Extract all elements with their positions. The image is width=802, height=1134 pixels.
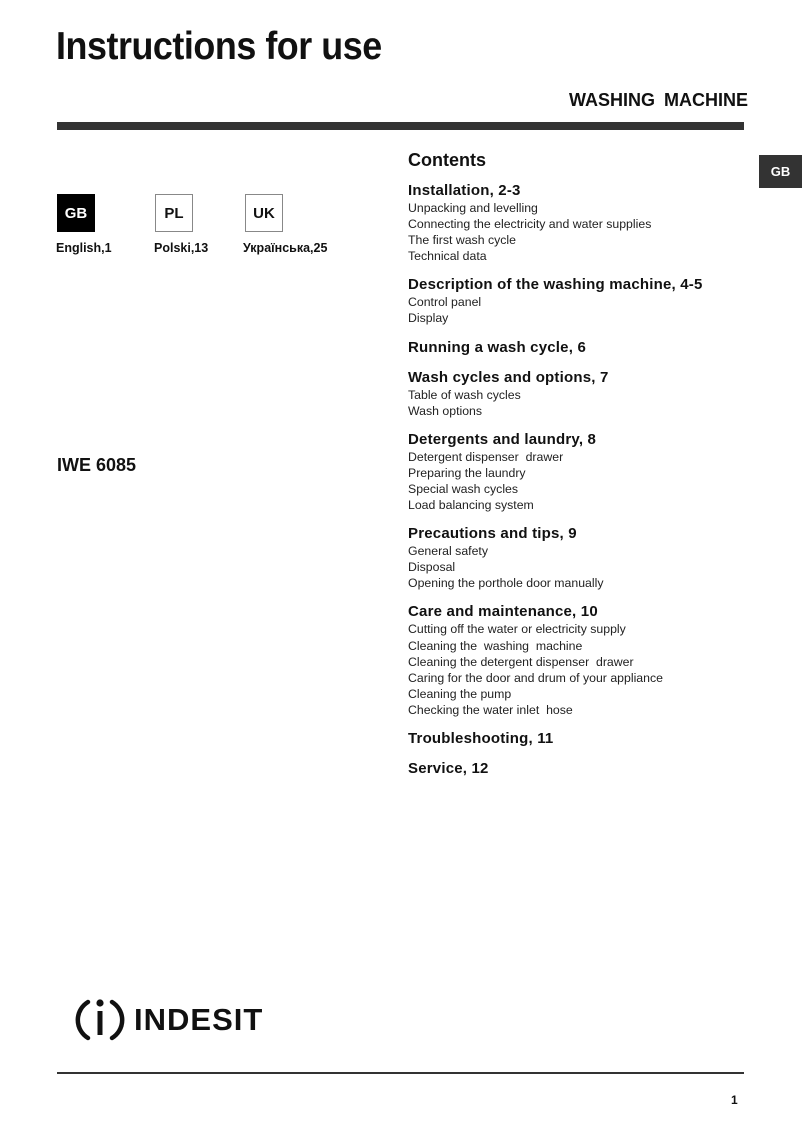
section-item: Cleaning the pump	[408, 686, 512, 701]
indesit-logo-icon	[74, 996, 126, 1044]
section-item: Cleaning the detergent dispenser drawer	[408, 654, 634, 669]
section-title: Care and maintenance, 10	[408, 603, 598, 621]
header-divider	[57, 122, 744, 130]
section-title: Running a wash cycle, 6	[408, 338, 586, 356]
contents-section	[408, 603, 758, 718]
contents-section	[408, 276, 758, 326]
contents-section	[408, 760, 758, 778]
section-item: Control panel	[408, 295, 482, 310]
section-item: Load balancing system	[408, 498, 534, 513]
section-item: Display	[408, 311, 449, 326]
section-title: Wash cycles and options, 7	[408, 368, 609, 386]
product-type: WASHING MACHINE	[569, 90, 748, 110]
contents-section	[408, 730, 758, 748]
footer-divider	[57, 1072, 744, 1074]
contents-section	[408, 369, 758, 419]
section-item: The first wash cycle	[408, 233, 516, 248]
section-item: General safety	[408, 544, 488, 559]
section-item: Special wash cycles	[408, 481, 519, 496]
side-language-tab: GB	[759, 155, 802, 188]
section-title: Troubleshooting, 11	[408, 729, 554, 747]
section-items	[408, 200, 758, 264]
contents-heading: Contents	[408, 150, 486, 170]
section-items	[408, 387, 758, 419]
contents-section	[408, 431, 758, 513]
contents-section	[408, 525, 758, 591]
section-item: Preparing the laundry	[408, 465, 526, 480]
brand-name: INDESIT	[134, 1002, 264, 1037]
language-label-english: English,1	[56, 241, 112, 255]
language-box-uk: UK	[245, 194, 283, 232]
section-item: Technical data	[408, 249, 487, 264]
language-label-ukrainian: Українська,25	[243, 241, 328, 255]
page-title: Instructions for use	[56, 25, 382, 68]
language-box-gb: GB	[57, 194, 95, 232]
page-number: 1	[731, 1093, 738, 1107]
language-label-polski: Polski,13	[154, 241, 209, 255]
brand-logo	[74, 996, 263, 1044]
section-title: Installation, 2-3	[408, 182, 521, 199]
section-item: Wash options	[408, 403, 483, 418]
section-item: Unpacking and levelling	[408, 201, 538, 215]
section-item: Connecting the electricity and water supplies	[408, 217, 652, 232]
section-items	[408, 294, 758, 326]
model-number: IWE 6085	[57, 455, 137, 475]
section-title: Service, 12	[408, 759, 489, 777]
section-item: Opening the porthole door manually	[408, 576, 604, 591]
contents-section	[408, 339, 758, 357]
section-item: Disposal	[408, 560, 456, 575]
section-item: Checking the water inlet hose	[408, 702, 573, 717]
section-item: Table of wash cycles	[408, 387, 521, 402]
table-of-contents	[408, 148, 758, 790]
section-items	[408, 449, 758, 513]
section-items	[408, 543, 758, 591]
section-title: Detergents and laundry, 8	[408, 430, 597, 448]
section-title: Precautions and tips, 9	[408, 525, 577, 543]
section-title: Description of the washing machine, 4-5	[408, 276, 703, 294]
language-box-pl: PL	[155, 194, 193, 232]
section-item: Caring for the door and drum of your appliance	[408, 670, 663, 685]
contents-section	[408, 182, 758, 264]
section-item: Cleaning the washing machine	[408, 638, 583, 653]
section-item: Detergent dispenser drawer	[408, 449, 564, 464]
section-items	[408, 621, 758, 718]
section-item: Cutting off the water or electricity supply	[408, 622, 626, 637]
